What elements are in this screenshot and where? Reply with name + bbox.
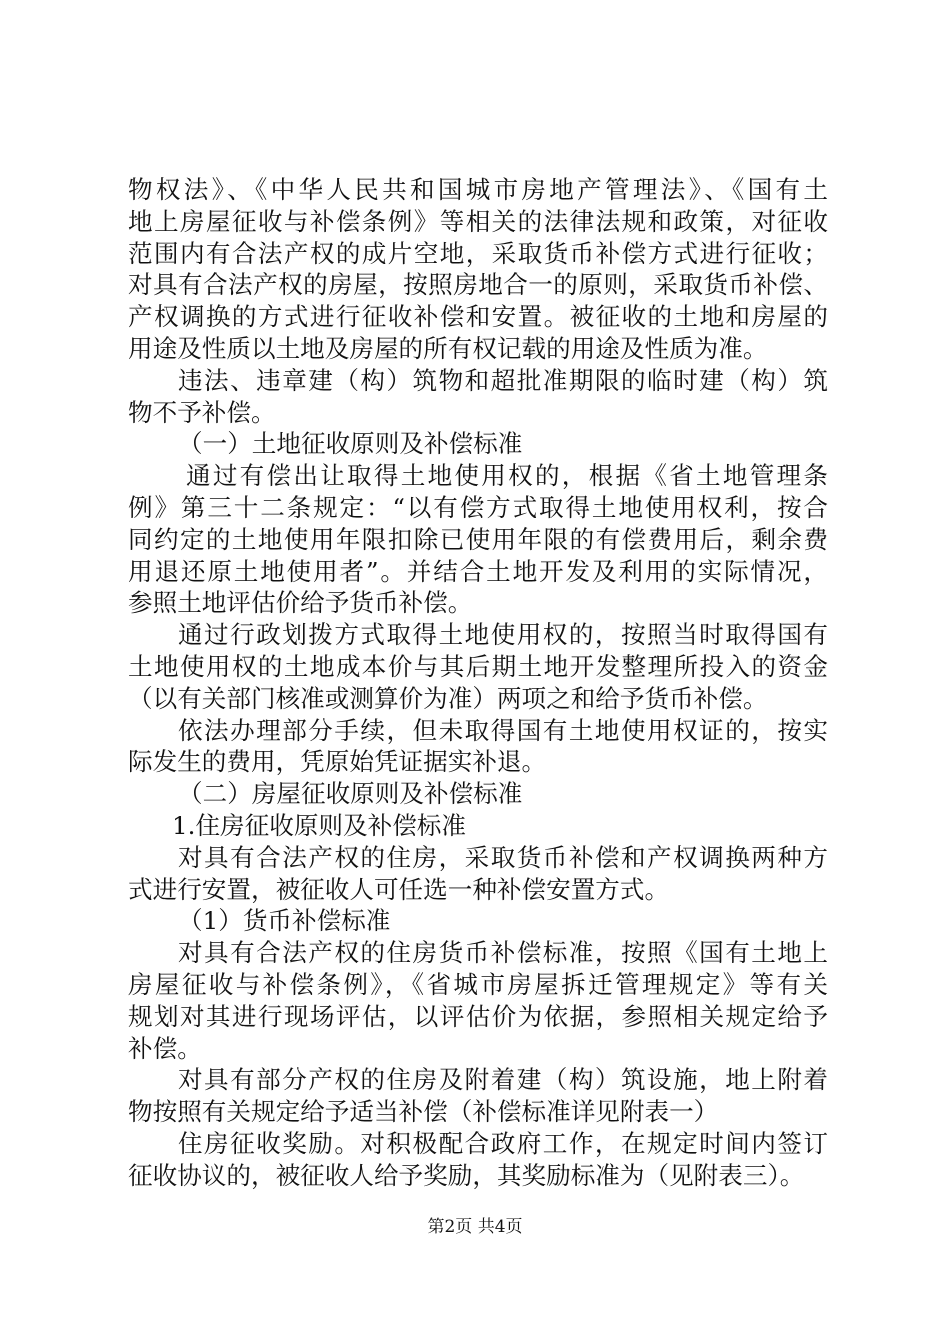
text-line: 物按照有关规定给予适当补偿（补偿标准详见附表一） (128, 1097, 719, 1127)
text-line: 式进行安置，被征收人可任选一种补偿安置方式。 (128, 874, 670, 904)
text-line: 规划对其进行现场评估，以评估价为依据，参照相关规定给予 (128, 1001, 828, 1031)
text-line: 征收协议的，被征收人给予奖励，其奖励标准为（见附表三）。 (128, 1160, 805, 1190)
text-line: （一）土地征收原则及补偿标准 (178, 429, 523, 459)
paragraph (128, 428, 828, 460)
text-line: 住房征收奖励。对积极配合政府工作，在规定时间内签订 (178, 1128, 828, 1158)
text-line: 土地使用权的土地成本价与其后期土地开发整理所投入的资金 (128, 651, 828, 681)
text-line: 同约定的土地使用年限扣除已使用年限的有偿费用后，剩余费 (128, 524, 828, 554)
text-line: 物不予补偿。 (128, 397, 276, 427)
text-line: 对具有合法产权的住房货币补偿标准，按照《国有土地上 (178, 938, 828, 968)
text-line: 际发生的费用，凭原始凭证据实补退。 (128, 747, 547, 777)
paragraph (128, 619, 828, 714)
paragraph (128, 715, 828, 779)
paragraph (128, 810, 828, 842)
text-line: （以有关部门核准或测算价为准）两项之和给予货币补偿。 (128, 683, 768, 713)
text-line: 范围内有合法产权的成片空地，采取货币补偿方式进行征收； (128, 238, 828, 268)
paragraph (128, 365, 828, 429)
text-line: 地上房屋征收与补偿条例》等相关的法律法规和政策，对征收 (128, 206, 828, 236)
text-line: 依法办理部分手续，但未取得国有土地使用权证的，按实 (178, 715, 828, 745)
paragraph (128, 174, 828, 365)
text-line: 1.住房征收原则及补偿标准 (172, 810, 466, 840)
paragraph (128, 1128, 828, 1192)
text-line: 物权法》、《中华人民共和国城市房地产管理法》、《国有土 (128, 175, 828, 204)
text-line: 通过行政划拨方式取得土地使用权的，按照当时取得国有 (178, 620, 828, 650)
text-line: 对具有合法产权的住房，采取货币补偿和产权调换两种方 (178, 842, 828, 872)
paragraph (128, 460, 828, 619)
text-line: 例》第三十二条规定：“以有偿方式取得土地使用权利，按合 (128, 492, 828, 522)
text-line: 参照土地评估价给予货币补偿。 (128, 588, 473, 618)
paragraph (128, 937, 828, 1064)
text-line: 产权调换的方式进行征收补偿和安置。被征收的土地和房屋的 (128, 302, 828, 332)
page-footer: 第2页 共4页 (427, 1217, 523, 1237)
paragraph (128, 778, 828, 810)
text-line: 用退还原土地使用者”。并结合土地开发及利用的实际情况， (128, 556, 828, 586)
paragraph (128, 842, 828, 906)
text-line: 对具有部分产权的住房及附着建（构）筑设施，地上附着 (178, 1065, 828, 1095)
text-line: 补偿。 (128, 1033, 202, 1063)
text-line: （二）房屋征收原则及补偿标准 (178, 779, 523, 809)
paragraph (128, 1064, 828, 1128)
text-line: 对具有合法产权的房屋，按照房地合一的原则，采取货币补偿、 (128, 270, 828, 300)
text-line: （1）货币补偿标准 (178, 906, 391, 936)
text-line: 房屋征收与补偿条例》，《省城市房屋拆迁管理规定》等有关 (128, 969, 828, 999)
text-line: 通过有偿出让取得土地使用权的，根据《省土地管理条 (186, 461, 828, 491)
text-line: 用途及性质以土地及房屋的所有权记载的用途及性质为准。 (128, 333, 768, 363)
document-body (128, 174, 828, 1192)
paragraph (128, 905, 828, 937)
text-line: 违法、违章建（构）筑物和超批准期限的临时建（构）筑 (178, 365, 828, 395)
